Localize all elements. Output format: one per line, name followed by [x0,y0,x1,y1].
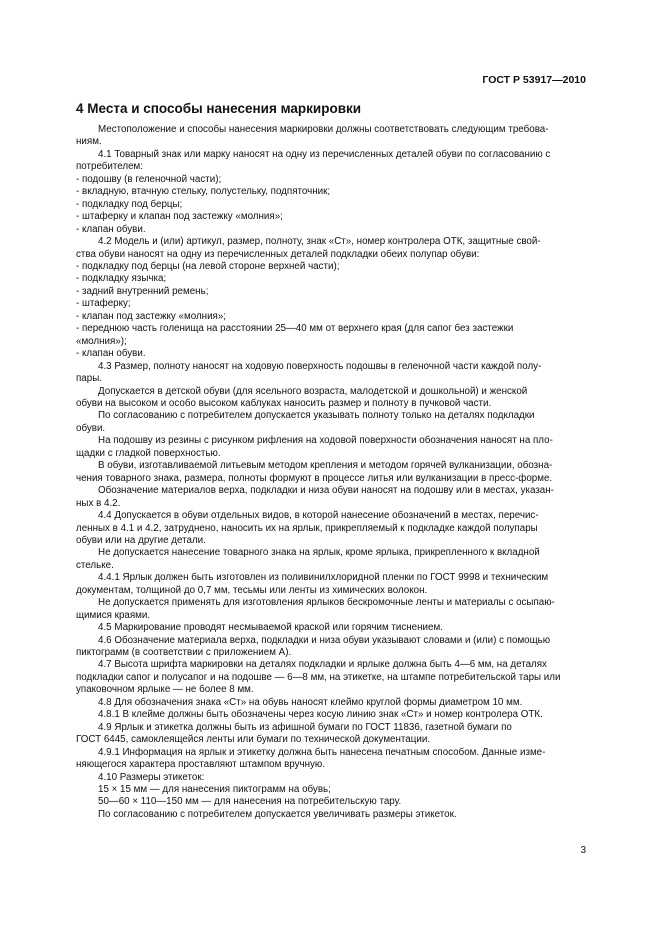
paragraph-line: 4.4.1 Ярлык должен быть изготовлен из поливинилхлоридной пленки по ГОСТ 9998 и техническим [98,572,549,584]
paragraph-line: Обозначение материалов верха, подкладки и низа обуви наносят на подошву или в местах, указан- [98,485,554,497]
paragraph-line: По согласованию с потребителем допускается указывать полноту только на деталях подкладки [98,410,535,422]
standard-header: ГОСТ Р 53917—2010 [482,74,586,86]
page-number: 3 [580,845,586,856]
paragraph-line: няющегося характера проставляют штампом вручную. [76,759,325,771]
paragraph-line: На подошву из резины с рисунком рифления на ходовой поверхности обозначения наносят на пло- [98,435,553,447]
list-item: - подкладку язычка; [76,273,167,285]
paragraph-line: 4.8 Для обозначения знака «Ст» на обувь наносят клеймо круглой формы диаметром 10 мм. [98,696,523,708]
paragraph-line: стельке. [76,559,114,571]
paragraph-line: 4.7 Высота шрифта маркировки на деталях подкладки и ярлыке должна быть 4—6 мм, на деталях [98,659,547,671]
paragraph-line: Не допускается нанесение товарного знака на ярлык, кроме ярлыка, прикрепленного к вкладной [98,547,540,559]
paragraph-line: ГОСТ 6445, самоклеящейся ленты или бумаги по технической документации. [76,734,431,746]
list-item: - подошву (в геленочной части); [76,173,222,185]
paragraph-line: 4.3 Размер, полноту наносят на ходовую поверхность подошвы в геленочной части каждой полу- [98,360,542,372]
paragraph-line: ства обуви наносят на одну из перечисленных деталей подкладки обеих полупар обуви: [76,248,480,260]
list-item: - подкладку под берцы (на левой стороне верхней части); [76,260,340,272]
paragraph-line: ных в 4.2. [76,497,121,509]
paragraph-line: чения товарного знака, размера, полноты формуют в процессе литья или вулканизации в пресс-форме. [76,472,553,484]
list-item: - подкладку под берцы; [76,198,183,210]
paragraph-line: обуви на высоком и особо высоком каблуках наносить размер и полноту в пучковой части. [76,397,492,409]
paragraph-line: В обуви, изготавливаемой литьевым методом крепления и методом горячей вулканизации, обозна- [98,460,553,472]
paragraph-line: пиктограмм (в соответствии с приложением А). [76,647,292,659]
section-title: 4 Места и способы нанесения маркировки [76,101,362,116]
paragraph-line: щимися краями. [76,609,151,621]
paragraph-line: ленных в 4.1 и 4.2, затруднено, наносить их на ярлык, прикрепляемый к подкладке каждой полупары [76,522,538,534]
paragraph-line: 4.4 Допускается в обуви отдельных видов, в которой нанесение обозначений в местах, перечис- [98,510,539,522]
list-item: - переднюю часть голенища на расстоянии 25—40 мм от верхнего края (для сапог без застежки [76,323,514,335]
list-item: - клапан обуви. [76,348,146,360]
paragraph-line: документам, толщиной до 0,7 мм, тесьмы или ленты из химических волокон. [76,584,428,596]
list-item: - клапан обуви. [76,223,146,235]
paragraph-line: 50—60 × 110—150 мм — для нанесения на потребительскую тару. [98,796,402,808]
paragraph-line: 4.5 Маркирование проводят несмываемой краской или горячим тиснением. [98,622,443,634]
paragraph-line: Местоположение и способы нанесения маркировки должны соответствовать следующим требова- [98,124,549,135]
paragraph-line: По согласованию с потребителем допускается увеличивать размеры этикеток. [98,808,457,820]
paragraph-line: 4.9.1 Информация на ярлык и этикетку должна быть нанесена печатным способом. Данные изме- [98,746,546,758]
list-item: - вкладную, втачную стельку, полустельку, подпяточник; [76,186,331,198]
paragraph-line: упаковочном ярлыке — не более 8 мм. [76,684,254,696]
paragraph-line: 4.2 Модель и (или) артикул, размер, полноту, знак «Ст», номер контролера ОТК, защитные свой- [98,236,541,248]
paragraph-line: потребителем: [76,161,144,173]
section-body [76,124,584,821]
paragraph-line: Допускается в детской обуви (для ясельного возраста, малодетской и дошкольной) и женской [98,385,528,397]
paragraph-line: Не допускается применять для изготовления ярлыков бескромочные ленты и материалы с осыпаю- [98,597,555,609]
paragraph-line: пары. [76,373,102,385]
paragraph-line: 4.9 Ярлык и этикетка должны быть из афишной бумаги по ГОСТ 11836, газетной бумаги по [98,721,512,733]
paragraph-line: 4.1 Товарный знак или марку наносят на одну из перечисленных деталей обуви по согласованию с [98,148,551,160]
paragraph-line: подкладки сапог и полусапог и на подошве — 6—8 мм, на этикетке, на штампе потребительской тары или [76,671,561,683]
list-item: - задний внутренний ремень; [76,285,209,297]
list-item: - клапан под застежку «молния»; [76,310,227,322]
paragraph-line: ниям. [76,136,102,148]
list-item: - штаферку и клапан под застежку «молния»; [76,211,283,223]
list-item: «молния»); [76,335,127,347]
paragraph-line: 15 × 15 мм — для нанесения пиктограмм на обувь; [98,784,331,796]
paragraph-line: 4.8.1 В клейме должны быть обозначены через косую линию знак «Ст» и номер контролера ОТК. [98,709,543,721]
paragraph-line: щадки с гладкой поверхностью. [76,447,221,459]
paragraph-line: обуви или на другие детали. [76,534,206,546]
paragraph-line: 4.6 Обозначение материала верха, подкладки и низа обуви указывают словами и (или) с помощью [98,634,551,646]
paragraph-line: обуви. [76,422,106,434]
list-item: - штаферку; [76,298,131,310]
paragraph-line: 4.10 Размеры этикеток: [98,771,205,783]
